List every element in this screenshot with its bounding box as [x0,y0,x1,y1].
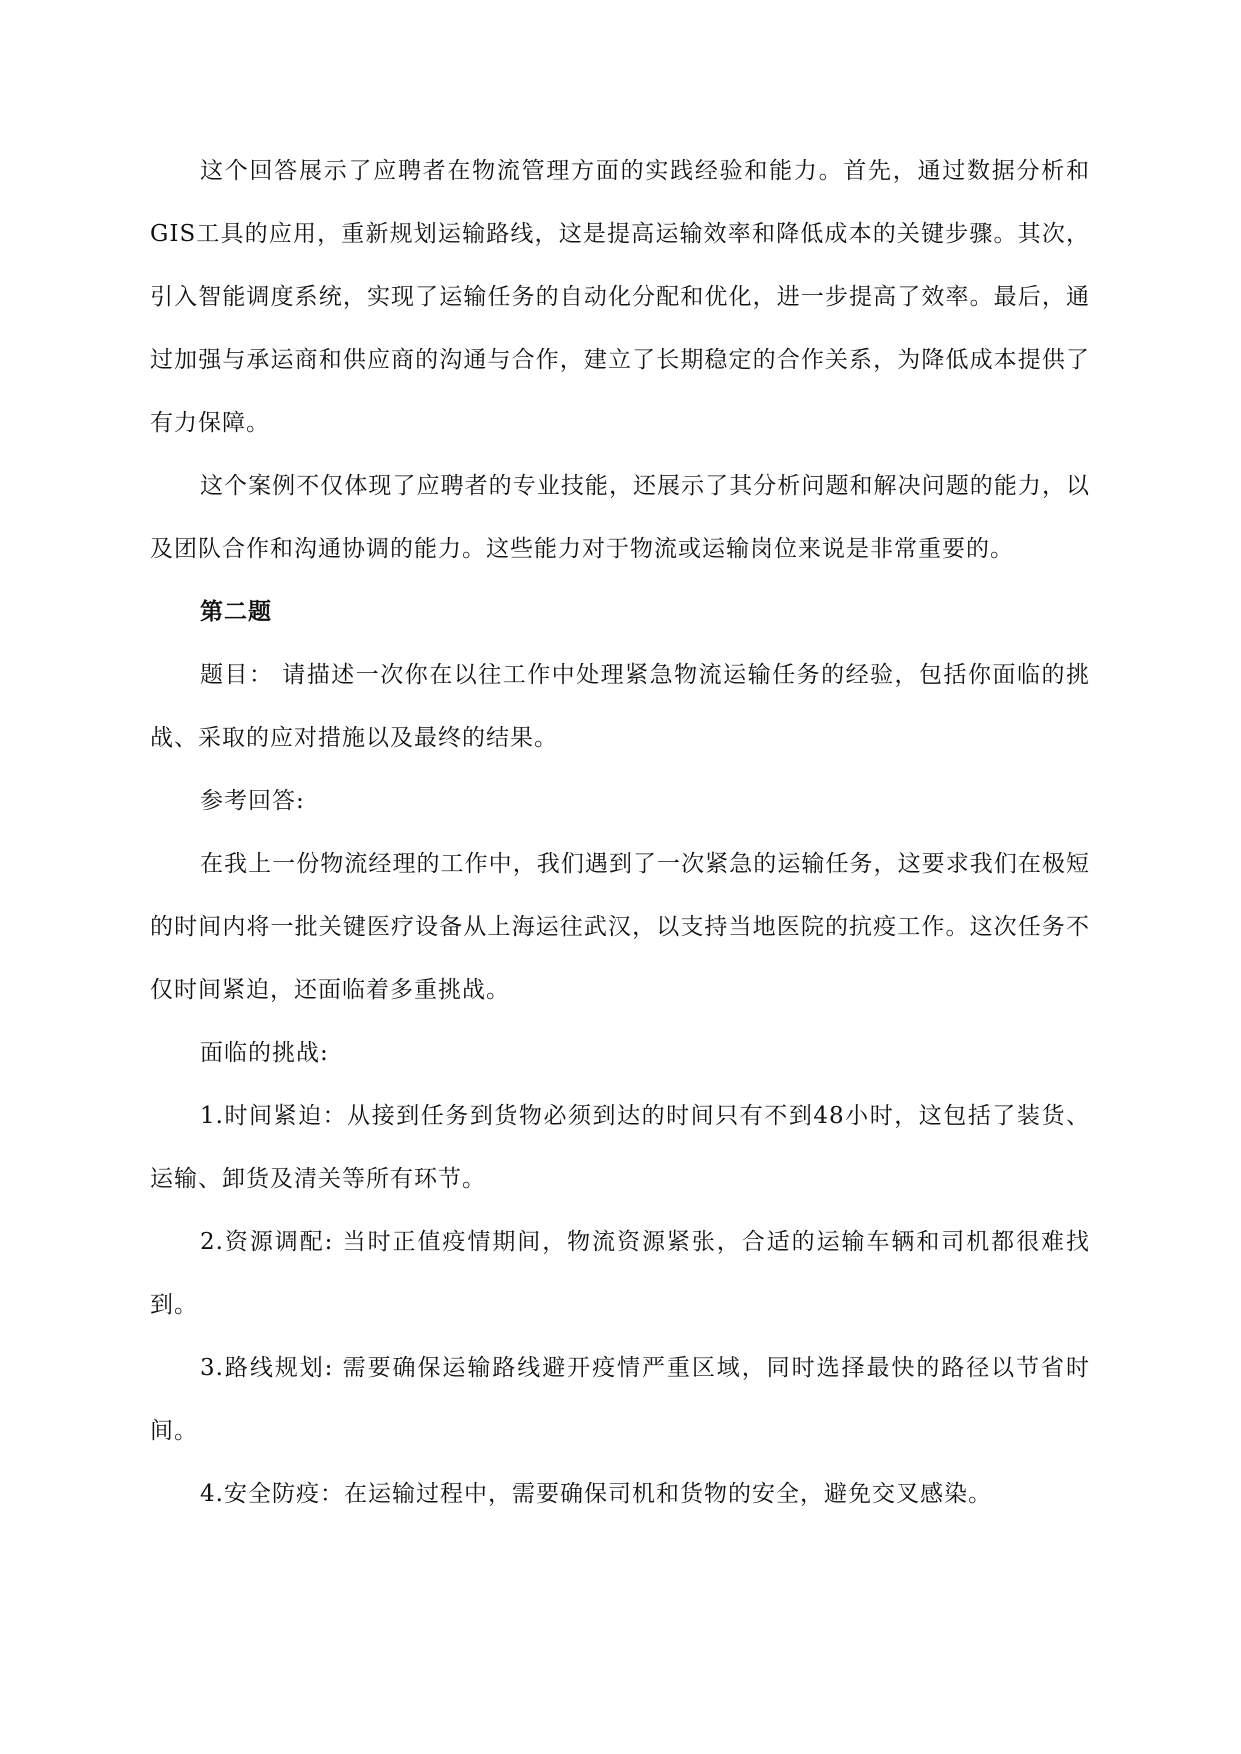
question-text: 题目： 请描述一次你在以往工作中处理紧急物流运输任务的经验，包括你面临的挑战、采取的应对措施以及最终的结果。 [150,662,1090,751]
document-body [150,140,1090,1526]
section-heading: 第二题 [200,599,272,625]
answer-intro: 在我上一份物流经理的工作中，我们遇到了一次紧急的运输任务，这要求我们在极短的时间内将一批关键医疗设备从上海运往武汉，以支持当地医院的抗疫工作。这次任务不仅时间紧迫，还面临着多重挑战。 [150,851,1090,1003]
challenge-item-time: 1.时间紧迫：从接到任务到货物必须到达的时间只有不到48小时，这包括了装货、运输、卸货及清关等所有环节。 [150,1103,1090,1192]
answer-label: 参考回答: [200,788,305,814]
challenge-item-safety: 4.安全防疫：在运输过程中，需要确保司机和货物的安全，避免交叉感染。 [200,1481,992,1507]
paragraph-case-summary: 这个案例不仅体现了应聘者的专业技能，还展示了其分析问题和解决问题的能力，以及团队合作和沟通协调的能力。这些能力对于物流或运输岗位来说是非常重要的。 [150,473,1090,562]
challenge-item-resources: 2.资源调配: 当时正值疫情期间，物流资源紧张，合适的运输车辆和司机都很难找到。 [150,1229,1090,1318]
challenge-item-route: 3.路线规划: 需要确保运输路线避开疫情严重区域，同时选择最快的路径以节省时间。 [150,1355,1090,1444]
challenges-label: 面临的挑战: [200,1040,329,1066]
paragraph-answer-analysis: 这个回答展示了应聘者在物流管理方面的实践经验和能力。首先，通过数据分析和GIS工具的应用，重新规划运输路线，这是提高运输效率和降低成本的关键步骤。其次，引入智能调度系统，实现了运输任务的自动化分配和优化，进一步提高了效率。最后，通过加强与承运商和供应商的沟通与合作，建立了长期稳定的合作关系，为降低成本提供了有力保障。 [150,158,1090,436]
